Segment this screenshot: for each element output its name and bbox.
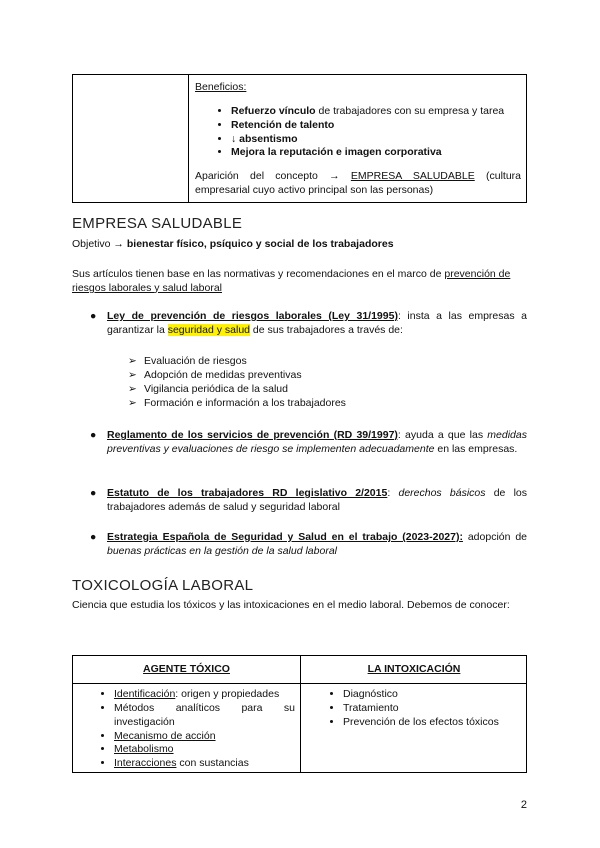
agente-cell — [90, 688, 295, 771]
estatuto-item: ● Estatuto de los trabajadores RD legislativo 2/2015: derechos básicos de los trabajadores además de salud y seguridad laboral — [90, 487, 528, 513]
column-header-agente: AGENTE TÓXICO — [143, 663, 230, 675]
section-title-toxicologia: TOXICOLOGÍA LABORAL — [72, 577, 254, 594]
bullet-dot: ● — [90, 310, 97, 322]
list-item: • Prevención de los efectos tóxicos — [343, 716, 519, 730]
benefits-list — [195, 105, 521, 160]
bullet-dot: ● — [90, 429, 97, 441]
ley-item: ● Ley de prevención de riesgos laborales (Ley 31/1995): insta a las empresas a garantizar la seguridad y salud de sus trabajadores a través de: — [90, 310, 527, 336]
toxicologia-intro: Ciencia que estudia los tóxicos y las intoxicaciones en el medio laboral. Debemos de conocer: — [72, 599, 510, 611]
bullet-dot: ● — [90, 531, 97, 543]
list-item: ➢ Adopción de medidas preventivas — [128, 368, 302, 381]
intro-paragraph: Sus artículos tienen base en las normativas y recomendaciones en el marco de prevención de riesgos laborales y salud laboral — [72, 268, 511, 294]
list-item: • Mecanismo de acción — [114, 730, 295, 744]
table-divider — [188, 75, 189, 202]
aparicion-paragraph: Aparición del concepto → EMPRESA SALUDABLE (cultura empresarial cuyo activo principal son las personas) — [195, 170, 522, 197]
intoxicacion-cell — [319, 688, 519, 730]
list-item: • Metabolismo — [114, 743, 295, 757]
list-item: ➢ Formación e información a los trabajadores — [128, 396, 346, 409]
benefits-table — [72, 74, 527, 203]
list-item: • Identificación: origen y propiedades — [114, 688, 295, 702]
beneficios-label: Beneficios: — [195, 81, 247, 93]
ley-sublist — [128, 355, 428, 410]
objetivo-line: Objetivo → bienestar físico, psíquico y social de los trabajadores — [72, 238, 394, 250]
list-item: • Tratamiento — [343, 702, 519, 716]
section-title-empresa-saludable: EMPRESA SALUDABLE — [72, 215, 243, 232]
benefits-cell — [195, 81, 521, 198]
column-header-intoxicacion: LA INTOXICACIÓN — [367, 663, 461, 675]
list-item: • ↓ absentismo — [231, 133, 521, 147]
reglamento-item: ● Reglamento de los servicios de prevención (RD 39/1997): ayuda a que las medidas preventivas y evaluaciones de riesgo se implementen adecuadamente en las empresas. — [90, 429, 527, 455]
list-item: • Diagnóstico — [343, 688, 519, 702]
list-item: • Mejora la reputación e imagen corporativa — [231, 146, 521, 160]
list-item: • Métodos analíticos para su investigación — [114, 702, 295, 730]
estrategia-item: ● Estrategia Española de Seguridad y Salud en el trabajo (2023-2027): adopción de buenas prácticas en la gestión de la salud laboral — [90, 531, 527, 557]
list-item: • Refuerzo vínculo de trabajadores con su empresa y tarea — [231, 105, 521, 119]
list-item: ➢ Evaluación de riesgos — [128, 355, 247, 367]
list-item: ➢ Vigilancia periódica de la salud — [128, 382, 288, 395]
bullet-dot: ● — [90, 487, 97, 499]
list-item: • Retención de talento — [231, 119, 521, 133]
toxicologia-table — [72, 655, 527, 773]
list-item: • Interacciones con sustancias — [114, 757, 295, 771]
page-number: 2 — [520, 799, 527, 811]
